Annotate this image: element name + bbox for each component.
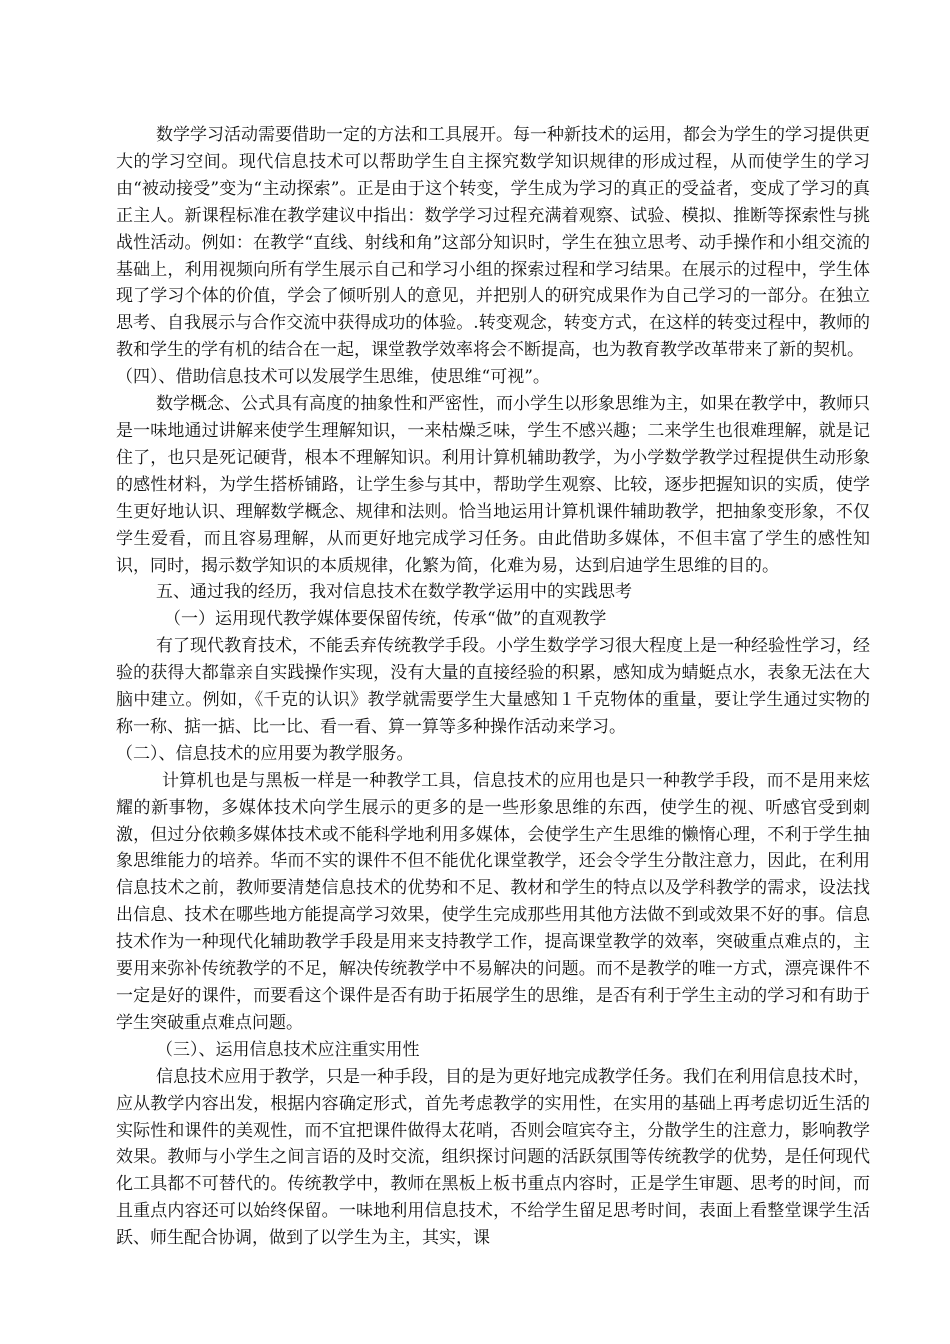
paragraph-3: 有了现代教育技术，不能丢弃传统教学手段。小学生数学学习很大程度上是一种经验性学习，经验的获得大都靠亲自实践操作实现，没有大量的直接经验的积累，感知成为蜻蜓点水，表象无法在大脑中建立。例如，《千克的认识》教学就需要学生大量感知１千克物体的重量，要让学生通过实物的称一称、掂一掂、比一比、看一看、算一算等多种操作活动来学习。 xyxy=(116,636,870,737)
subsection-heading-1: （一）运用现代教学媒体要保留传统，传承“做”的直观教学 xyxy=(164,609,607,630)
section-heading-4: （四）、借助信息技术可以发展学生思维，使思维“可视”。 xyxy=(116,367,550,388)
subsection-heading-3: （三）、运用信息技术应注重实用性 xyxy=(156,1039,420,1060)
paragraph-5: 信息技术应用于教学，只是一种手段，目的是为更好地完成教学任务。我们在利用信息技术时，应从教学内容出发，根据内容确定形式，首先考虑教学的实用性，在实用的基础上再考虑切近生活的实际性和课件的美观性，而不宜把课件做得太花哨，否则会喧宾夺主，分散学生的注意力，影响教学效果。教师与小学生之间言语的及时交流，组织探讨问题的活跃氛围等传统教学的优势，是任何现代化工具都不可替代的。传统教学中，教师在黑板上板书重点内容时，正是学生审题、思考的时间，而且重点内容还可以始终保留。一味地利用信息技术，不给学生留足思考时间，表面上看整堂课学生活跃、师生配合协调，做到了以学生为主，其实，课 xyxy=(116,1066,870,1249)
paragraph-2: 数学概念、公式具有高度的抽象性和严密性，而小学生以形象思维为主，如果在教学中，教师只是一味地通过讲解来使学生理解知识，一来枯燥乏味，学生不感兴趣；二来学生也很难理解，就是记住了，也只是死记硬背，根本不理解知识。利用计算机辅助教学，为小学数学教学过程提供生动形象的感性材料，为学生搭桥铺路，让学生参与其中，帮助学生观察、比较，逐步把握知识的实质，使学生更好地认识、理解数学概念、规律和法则。恰当地运用计算机课件辅助教学，把抽象变形象，不仅学生爱看，而且容易理解，从而更好地完成学习任务。由此借助多媒体，不但丰富了学生的感性知识，同时，揭示数学知识的本质规律，化繁为简，化难为易，达到启迪学生思维的目的。 xyxy=(116,394,870,576)
paragraph-4: 计算机也是与黑板一样是一种教学工具，信息技术的应用也是只一种教学手段，而不是用来炫耀的新事物，多媒体技术向学生展示的更多的是一些形象思维的东西，使学生的视、听感官受到刺激，但过分依赖多媒体技术或不能科学地利用多媒体，会使学生产生思维的懒惰心理，不利于学生抽象思维能力的培养。华而不实的课件不但不能优化课堂教学，还会令学生分散注意力，因此，在利用信息技术之前，教师要清楚信息技术的优势和不足、教材和学生的特点以及学科教学的需求，设法找出信息、技术在哪些地方能提高学习效果，使学生完成那些用其他方法做不到或效果不好的事。信息技术作为一种现代化辅助教学手段是用来支持教学工作，提高课堂教学的效率，突破重点难点的，主要用来弥补传统教学的不足，解决传统教学中不易解决的问题。而不是教学的唯一方式，漂亮课件不一定是好的课件，而要看这个课件是否有助于拓展学生的思维，是否有利于学生主动的学习和有助于学生突破重点难点问题。 xyxy=(116,770,870,1033)
subsection-heading-2: （二）、信息技术的应用要为教学服务。 xyxy=(116,743,414,764)
paragraph-1: 数学学习活动需要借助一定的方法和工具展开。每一种新技术的运用，都会为学生的学习提供更大的学习空间。现代信息技术可以帮助学生自主探究数学知识规律的形成过程，从而使学生的学习由“被动接受”变为“主动探索”。正是由于这个转变，学生成为学习的真正的受益者，变成了学习的真正主人。新课程标准在教学建议中指出：数学学习过程充满着观察、试验、模拟、推断等探索性与挑战性活动。例如：在教学“直线、射线和角”这部分知识时，学生在独立思考、动手操作和小组交流的基础上，利用视频向所有学生展示自己和学习小组的探索过程和学习结果。在展示的过程中，学生体现了学习个体的价值，学会了倾听别人的意见，并把别人的研究成果作为自己学习的一部分。在独立思考、自我展示与合作交流中获得成功的体验。.转变观念，转变方式，在这样的转变过程中，教师的教和学生的学有机的结合在一起，课堂教学效率将会不断提高，也为教育教学改革带来了新的契机。 xyxy=(116,125,870,361)
document-body xyxy=(116,122,870,1252)
section-heading-5: 五、通过我的经历，我对信息技术在数学教学运用中的实践思考 xyxy=(156,582,632,603)
